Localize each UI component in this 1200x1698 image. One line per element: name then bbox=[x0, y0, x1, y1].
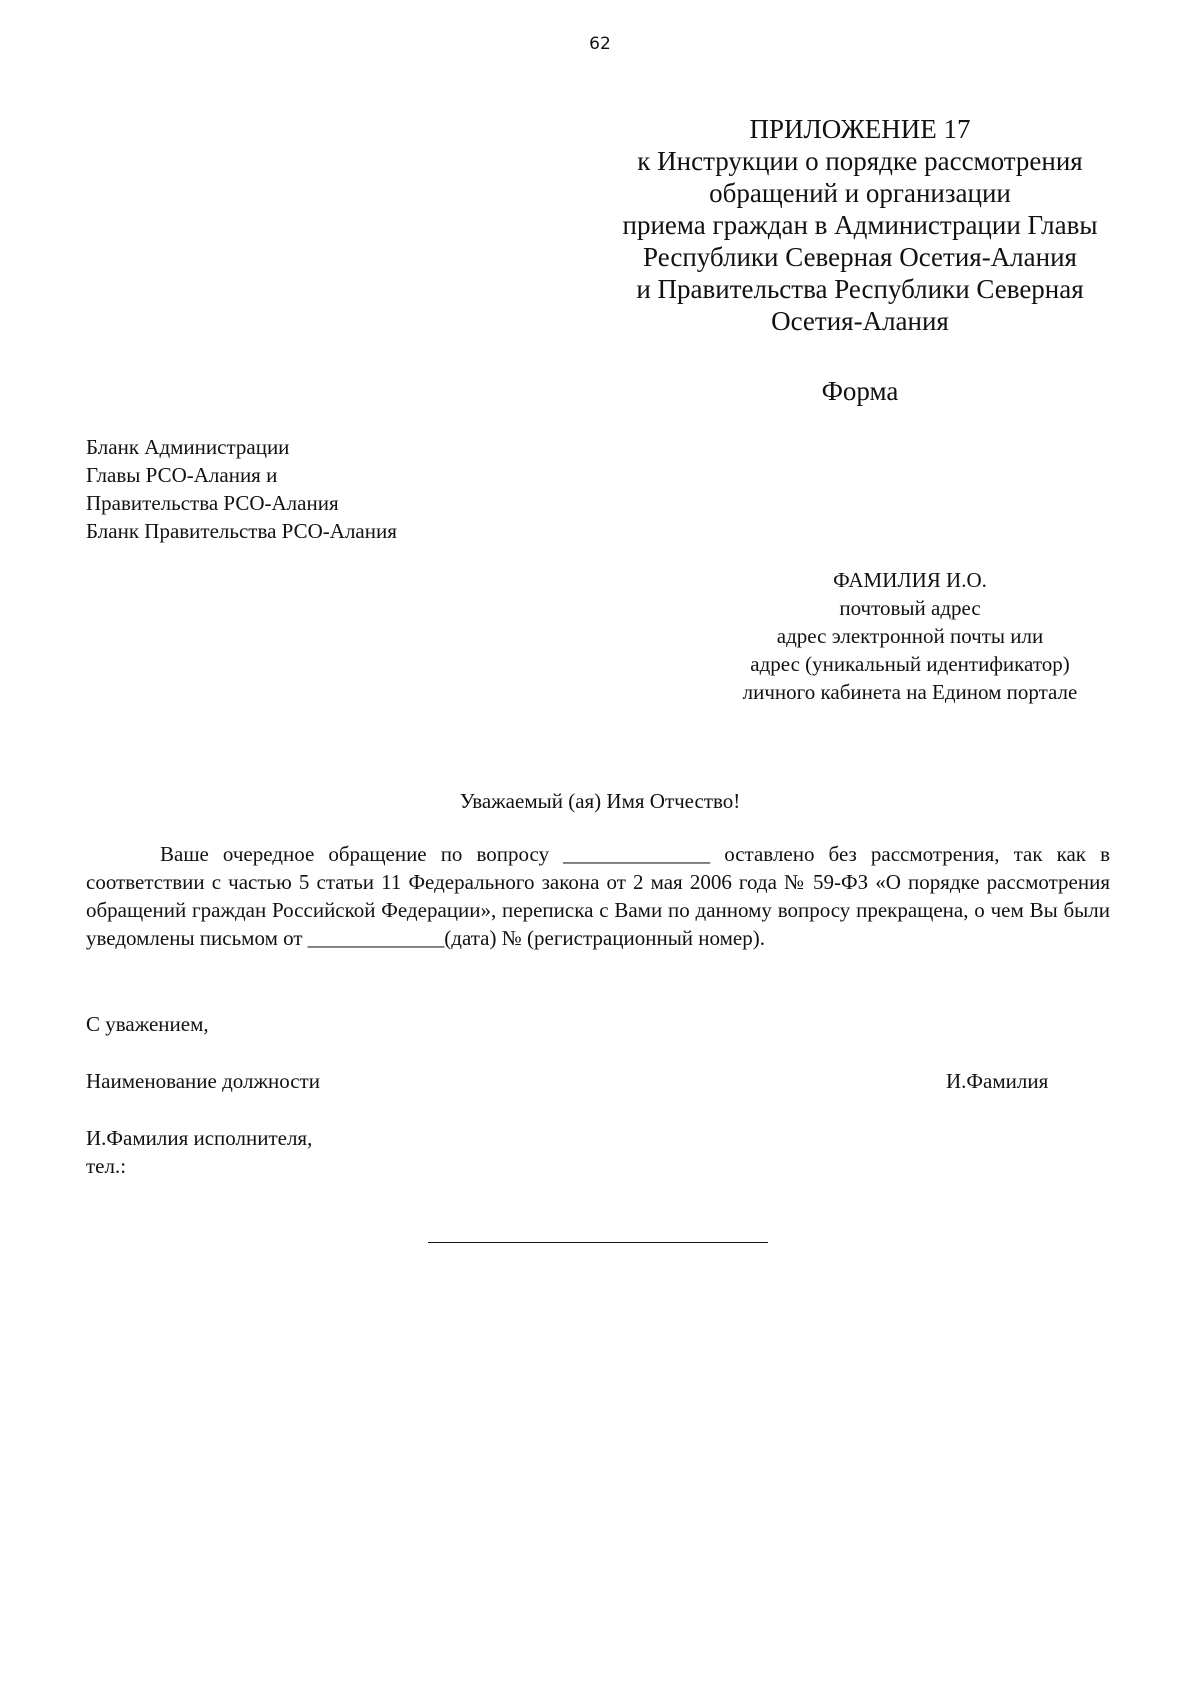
appendix-line: обращений и организации bbox=[709, 178, 1011, 208]
letterhead-line: Бланк Администрации bbox=[86, 435, 290, 459]
appendix-line: приема граждан в Администрации Главы bbox=[622, 210, 1098, 240]
recipient-line: личного кабинета на Едином портале bbox=[742, 680, 1078, 704]
closing: С уважением, bbox=[86, 1012, 209, 1036]
executor-phone: тел.: bbox=[86, 1154, 127, 1178]
appendix-line: Осетия-Алания bbox=[771, 306, 949, 336]
recipient-line: почтовый адрес bbox=[839, 596, 981, 620]
appendix-line: и Правительства Республики Северная bbox=[636, 274, 1084, 304]
recipient-line: адрес электронной почты или bbox=[776, 624, 1044, 648]
executor-name: И.Фамилия исполнителя, bbox=[86, 1126, 313, 1150]
footer-divider bbox=[428, 1242, 768, 1243]
form-label: Форма bbox=[821, 376, 899, 406]
appendix-header bbox=[590, 113, 1130, 337]
appendix-line: Республики Северная Осетия-Алания bbox=[643, 242, 1077, 272]
letterhead-line: Бланк Правительства РСО-Алания bbox=[86, 519, 397, 543]
recipient-name: ФАМИЛИЯ И.О. bbox=[833, 568, 987, 592]
signature-name: И.Фамилия bbox=[946, 1069, 1049, 1093]
position-title: Наименование должности bbox=[86, 1069, 320, 1093]
letterhead-line: Главы РСО-Алания и bbox=[86, 463, 278, 487]
salutation: Уважаемый (ая) Имя Отчество! bbox=[459, 789, 741, 813]
letter-body: Ваше очередное обращение по вопросу ______________ оставлено без рассмотрения, так как в соответствии с частью 5 статьи 11 Федерального закона от 2 мая 2006 года № 59-ФЗ «О порядке рассмотрения обращений граждан Российской Федерации», переписка с Вами по данному вопросу прекращена, о чем Вы были уведомлены письмом от _____________(дата) № (регистрационный номер). bbox=[86, 842, 1110, 950]
letterhead-line: Правительства РСО-Алания bbox=[86, 491, 339, 515]
appendix-line: к Инструкции о порядке рассмотрения bbox=[637, 146, 1083, 176]
recipient-block bbox=[700, 566, 1120, 706]
executor-block bbox=[86, 1124, 312, 1180]
letterhead-block bbox=[86, 433, 566, 545]
appendix-line: ПРИЛОЖЕНИЕ 17 bbox=[749, 114, 971, 144]
page-number: 62 bbox=[589, 34, 611, 54]
recipient-line: адрес (уникальный идентификатор) bbox=[750, 652, 1070, 676]
